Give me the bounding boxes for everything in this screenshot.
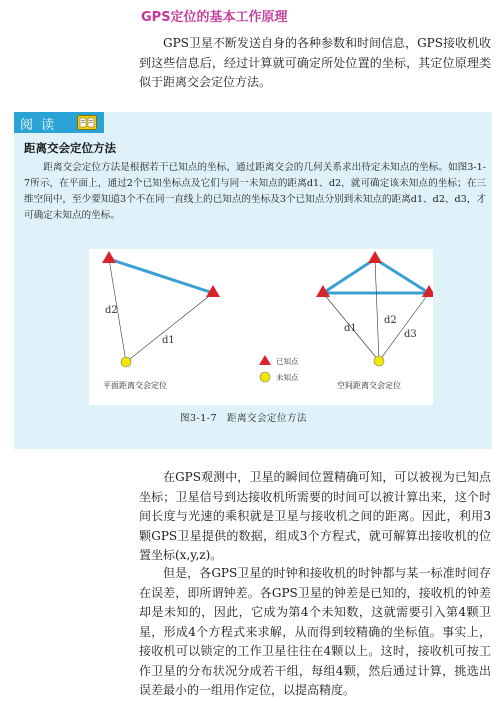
reading-title: 距离交会定位方法 <box>24 141 116 155</box>
reading-body: 距离交会定位方法是根据若干已知点的坐标，通过距离交会的几何关系求出待定未知点的坐标。如图3-1-7所示，在平面上，通过2个已知坐标点及它们与同一未知点的距离d1、d2，就可确定该未知点的坐标；在三维空间中，至少要知道3个不在同一直线上的已知点的坐标及3个已知点分别到未知点的距离d1、d2、d3，才可确定未知点的坐标。 <box>24 162 486 221</box>
space-d3-label: d3 <box>404 329 417 340</box>
legend-known-label: 已知点 <box>276 357 299 366</box>
plane-baseline <box>109 259 213 293</box>
figure-caption: 图3-1-7 距离交会定位方法 <box>180 413 308 424</box>
space-known-point-2 <box>368 251 382 263</box>
space-caption: 空间距离交会定位 <box>337 381 401 390</box>
plane-caption: 平面距离交会定位 <box>103 381 167 390</box>
plane-known-point-1 <box>102 251 116 263</box>
legend-known-icon <box>259 355 271 365</box>
legend-unknown-icon <box>260 372 270 382</box>
paragraph-3: 但是，各GPS卫星的时钟和接收机的时钟都与某一标准时间存在误差，即所谓钟差。各GPS卫星的钟差是已知的，接收机的钟差却是未知的，因此，它成为第4个未知数，这就需要引入第4颗卫星，形成4个方程式来求解，从而得到较精确的坐标值。事实上，接收机可以锁定的工作卫星往往在4颗以上。这时，接收机可按工作卫星的分布状况分成若干组，每组4颗，然后通过计算，挑选出误差最小的一组用作定位，以提高精度。 <box>139 566 491 697</box>
space-side-line-2 <box>375 259 429 293</box>
book-icon <box>77 115 97 134</box>
plane-d1-label: d1 <box>162 335 175 346</box>
reading-tab <box>14 112 104 133</box>
space-d2-line <box>375 259 379 361</box>
section-title: GPS定位的基本工作原理 <box>141 10 288 25</box>
space-d1-label: d1 <box>344 323 357 334</box>
plane-d1-line <box>126 293 213 362</box>
space-d2-label: d2 <box>384 315 397 326</box>
space-d3-line <box>379 293 429 361</box>
figure-diagram <box>89 249 433 405</box>
reading-tab-label: 阅读 <box>20 118 63 133</box>
space-side-line-1 <box>323 259 375 293</box>
figure-distance-intersection <box>89 249 433 405</box>
paragraph-2: 在GPS观测中，卫星的瞬间位置精确可知，可以被视为已知点坐标；卫星信号到达接收机所需要的时间可以被计算出来，这个时间长度与光速的乘积就是卫星与接收机之间的距离。因此，利用3颗GPS卫星提供的数据，组成3个方程式，就可解算出接收机的位置坐标(x,y,z)。 <box>139 470 491 562</box>
reading-box <box>14 112 492 449</box>
plane-unknown-point <box>121 357 131 367</box>
space-unknown-point <box>374 356 384 366</box>
intro-paragraph: GPS卫星不断发送自身的各种参数和时间信息，GPS接收机收到这些信息后，经过计算就可确定所处位置的坐标，其定位原理类似于距离交会定位方法。 <box>139 36 491 89</box>
plane-d2-label: d2 <box>105 305 118 316</box>
legend-unknown-label: 未知点 <box>276 373 299 382</box>
